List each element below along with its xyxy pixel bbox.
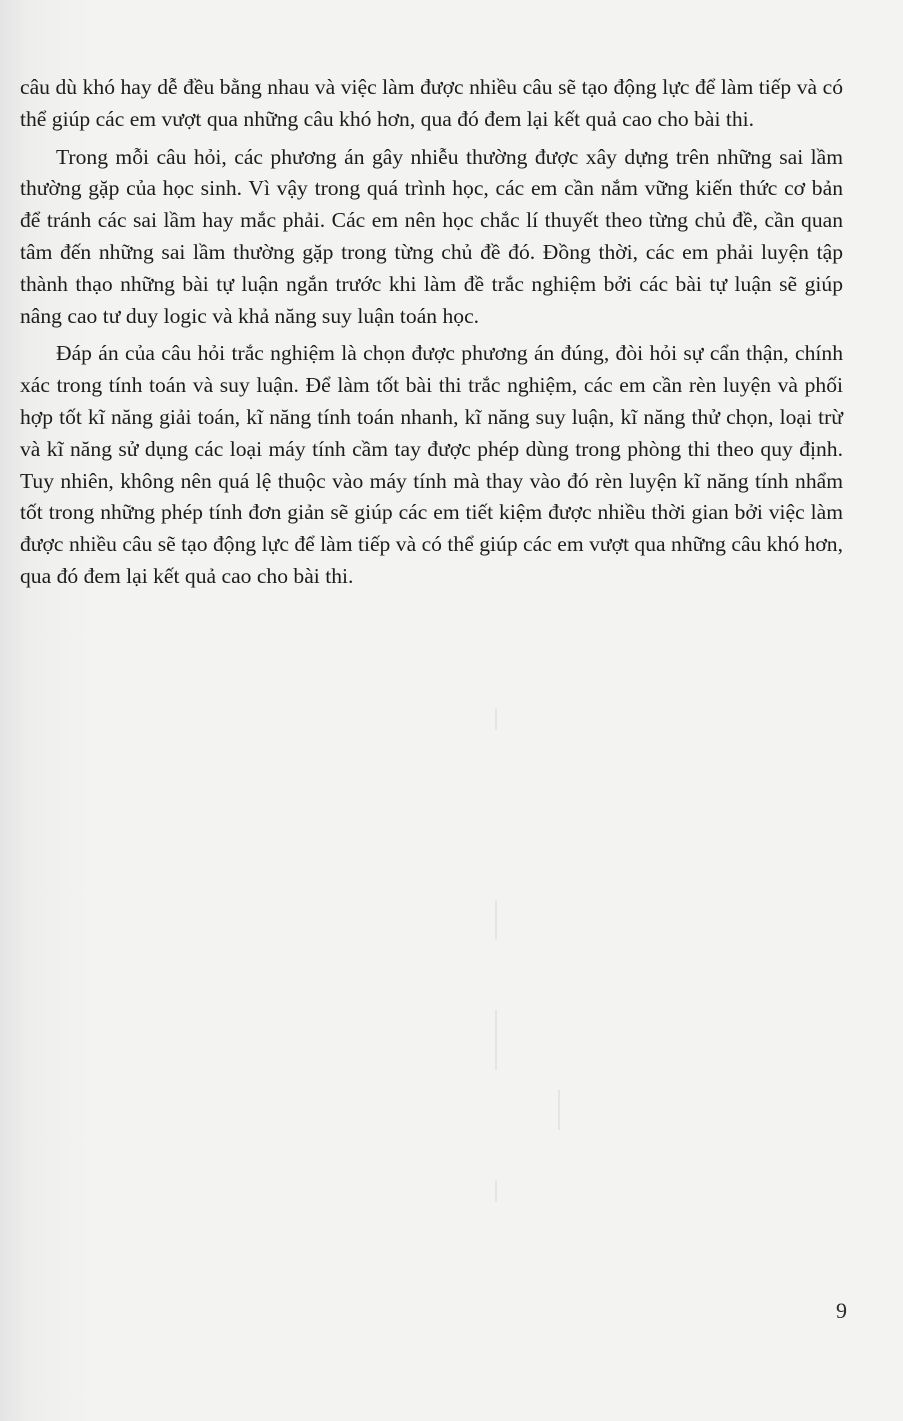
show-through-rule (558, 1090, 560, 1130)
paragraph: Trong mỗi câu hỏi, các phương án gây nhiễu thường được xây dựng trên những sai lầm thường gặp của học sinh. Vì vậy trong quá trình học, các em cần nắm vững kiến thức cơ bản để tránh các sai lầm hay mắc phải. Các em nên học chắc lí thuyết theo từng chủ đề, cần quan tâm đến những sai lầm thường gặp trong từng chủ đề đó. Đồng thời, các em phải luyện tập thành thạo những bài tự luận ngắn trước khi làm đề trắc nghiệm bởi các bài tự luận sẽ giúp nâng cao tư duy logic và khả năng suy luận toán học. (20, 144, 843, 328)
show-through-rule (495, 1010, 497, 1070)
body-text (20, 72, 843, 593)
paragraph: câu dù khó hay dễ đều bằng nhau và việc làm được nhiều câu sẽ tạo động lực để làm tiếp và có thể giúp các em vượt qua những câu khó hơn, qua đó đem lại kết quả cao cho bài thi. (20, 75, 843, 131)
show-through-rule (495, 900, 497, 940)
paragraph: Đáp án của câu hỏi trắc nghiệm là chọn được phương án đúng, đòi hỏi sự cẩn thận, chính xác trong tính toán và suy luận. Để làm tốt bài thi trắc nghiệm, các em cần rèn luyện và phối hợp tốt kĩ năng giải toán, kĩ năng tính toán nhanh, kĩ năng suy luận, kĩ năng thử chọn, loại trừ và kĩ năng sử dụng các loại máy tính cầm tay được phép dùng trong phòng thi theo quy định. Tuy nhiên, không nên quá lệ thuộc vào máy tính mà thay vào đó rèn luyện kĩ năng tính nhẩm tốt trong những phép tính đơn giản sẽ giúp các em tiết kiệm được nhiều thời gian bởi việc làm được nhiều câu sẽ tạo động lực để làm tiếp và có thể giúp các em vượt qua những câu khó hơn, qua đó đem lại kết quả cao cho bài thi. (20, 341, 843, 588)
show-through-rule (495, 1180, 497, 1202)
show-through-rule (495, 708, 497, 730)
page-number: 9 (836, 1298, 847, 1323)
